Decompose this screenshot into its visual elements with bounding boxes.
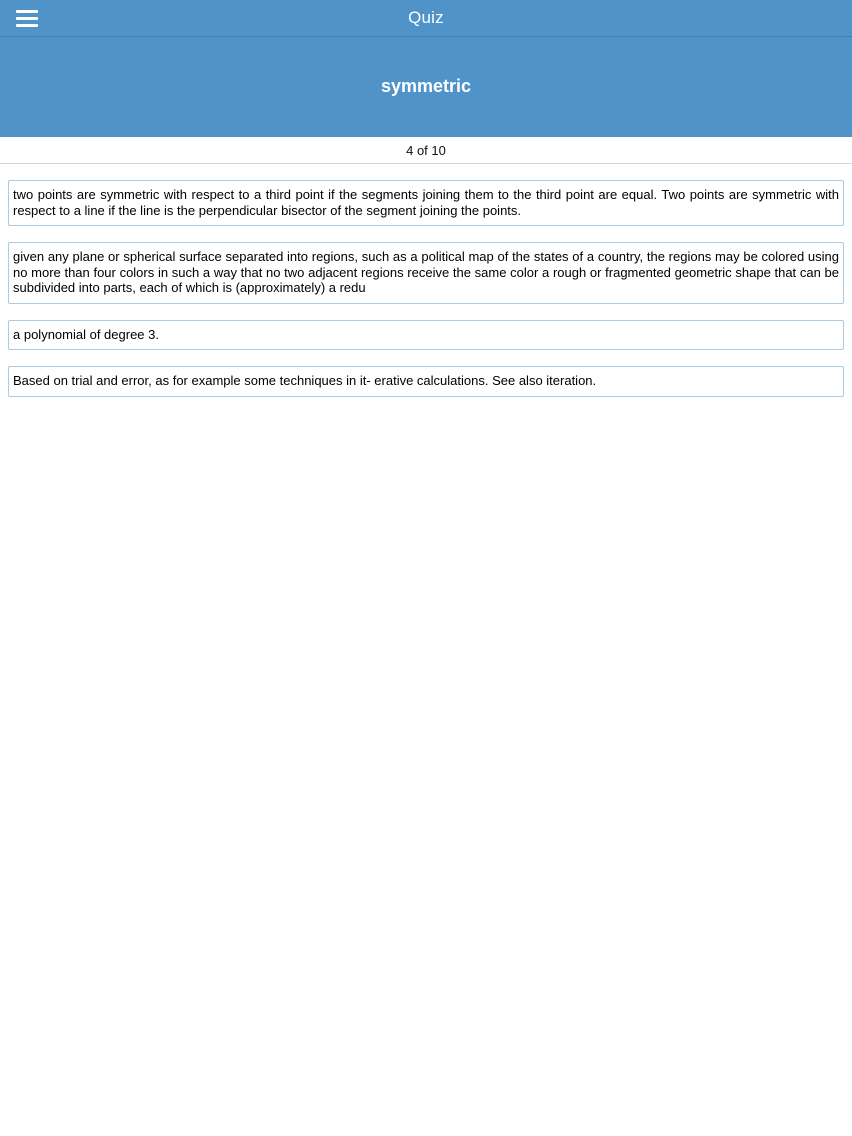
progress-counter: 4 of 10	[0, 137, 852, 164]
answer-option-2[interactable]: given any plane or spherical surface separated into regions, such as a political map of the states of a country, the regions may be colored using no more than four colors in such a way that no two adjacent regions receive the same color a rough or fragmented geometric shape that can be subdivided into parts, each of which is (approximately) a redu	[8, 242, 844, 304]
question-word: symmetric	[380, 76, 472, 96]
nav-title: Quiz	[408, 8, 444, 27]
navigation-bar	[0, 0, 852, 37]
answer-option-1[interactable]: two points are symmetric with respect to a third point if the segments joining them to the third point are equal. Two points are symmetric with respect to a line if the line is the perpendicular bisector of the segment joining the points.	[8, 180, 844, 226]
answer-option-3[interactable]: a polynomial of degree 3.	[8, 320, 844, 351]
answer-option-4[interactable]: Based on trial and error, as for example some techniques in it- erative calculations. See also iteration.	[8, 366, 844, 397]
question-header	[0, 37, 852, 137]
answer-list	[8, 180, 844, 413]
